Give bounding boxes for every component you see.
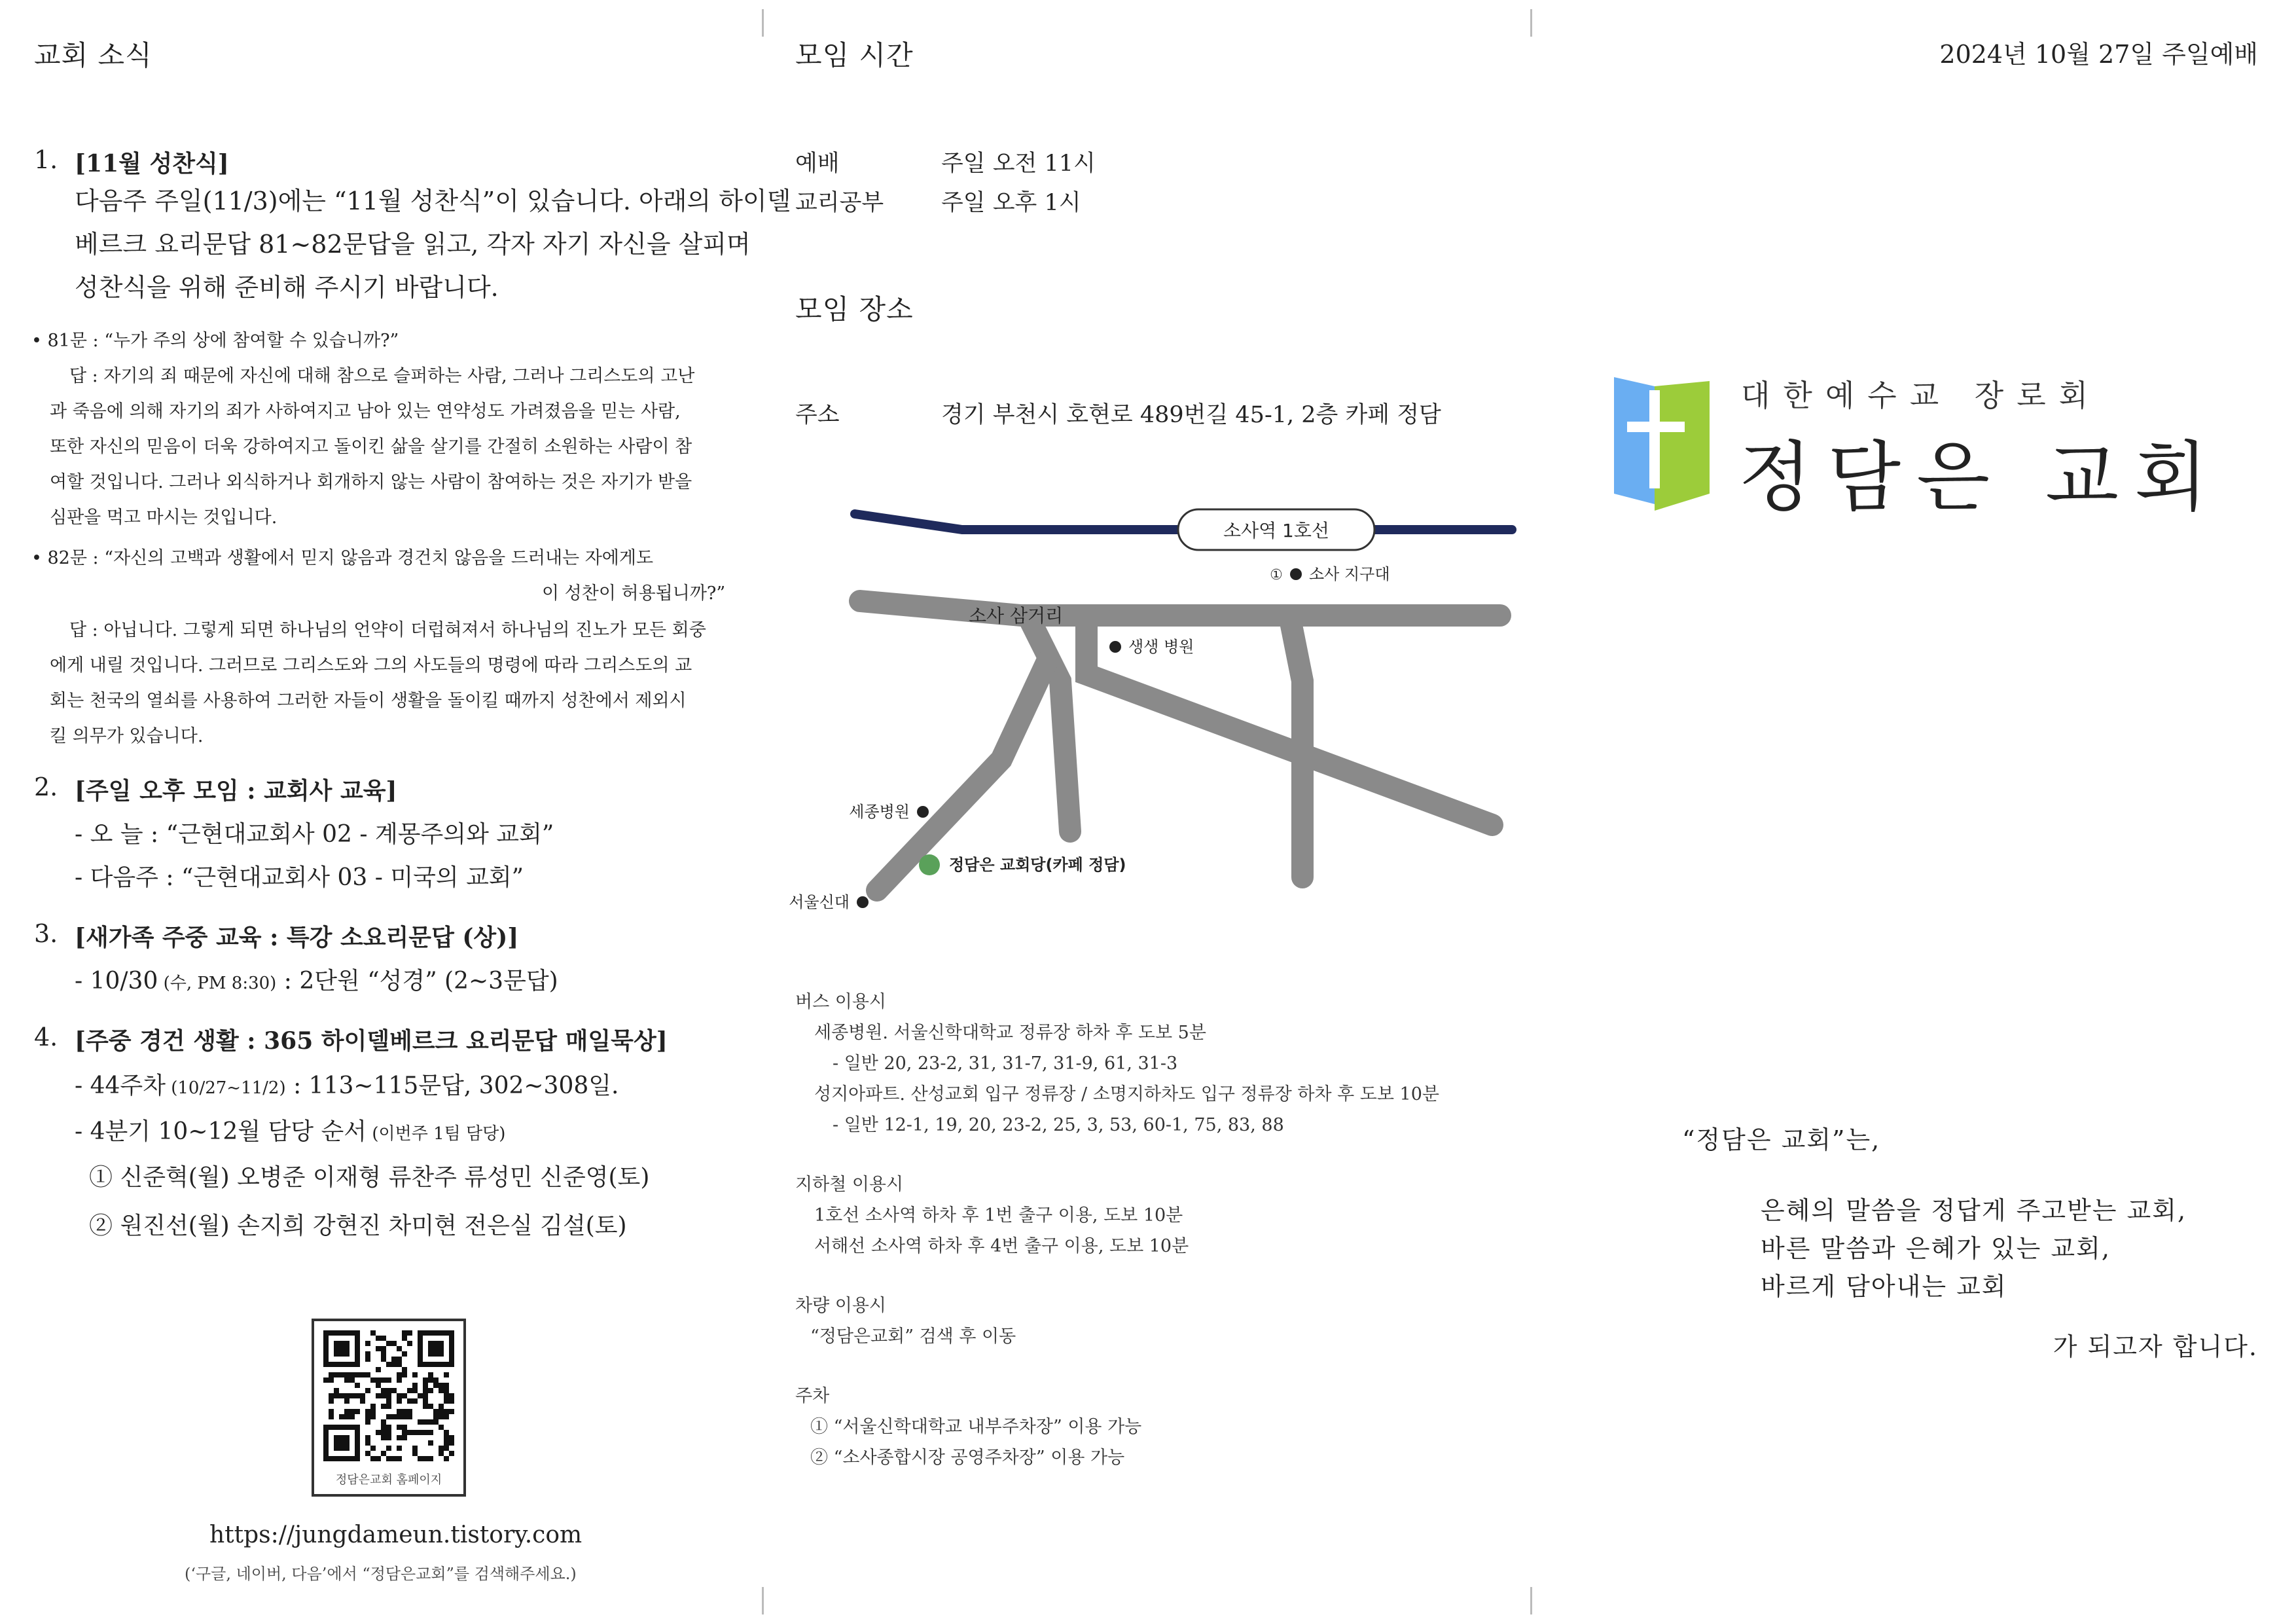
qr-module [355, 1383, 360, 1388]
a82-line-1: 답 : 아닙니다. 그렇게 되면 하나님의 언약이 더럽혀져서 하나님의 진노가 모든 회중 [69, 620, 706, 640]
qr-module [412, 1383, 418, 1388]
qr-module [376, 1336, 381, 1341]
q81-question: • 81문 : “누가 주의 상에 참여할 수 있습니까?” [31, 331, 399, 351]
qr-module [365, 1357, 370, 1362]
police-label: 소사 지구대 [1309, 565, 1390, 583]
qr-module [397, 1435, 402, 1440]
qr-module [329, 1398, 334, 1404]
qr-module [350, 1414, 355, 1419]
parking-title: 주차 [795, 1386, 830, 1406]
qr-module [402, 1425, 407, 1430]
item1-heading: [11월 성찬식] [75, 150, 229, 177]
bus-line-2: - 일반 20, 23-2, 31, 31-7, 31-9, 61, 31-3 [833, 1053, 1178, 1074]
qr-module [433, 1409, 439, 1414]
denomination-name: 대한예수교 장로회 [1741, 378, 2102, 413]
qr-module [428, 1404, 433, 1409]
qr-module [381, 1451, 386, 1456]
qr-module [360, 1393, 365, 1398]
qr-module [391, 1414, 397, 1419]
church-logo-icon [1614, 373, 1712, 515]
qr-module [397, 1425, 402, 1430]
qr-module [391, 1456, 397, 1461]
sejong-label: 세종병원 [849, 803, 910, 821]
item2-line-1: - 오 늘 : “근현대교회사 02 - 계몽주의와 교회” [75, 821, 554, 848]
qr-module [397, 1456, 402, 1461]
qr-module [407, 1330, 412, 1336]
item4-team-1: ① 신준혁(월) 오병준 이재형 류찬주 류성민 신준영(토) [89, 1164, 650, 1191]
qr-module [412, 1372, 418, 1377]
qr-module [386, 1362, 391, 1367]
qr-module [412, 1451, 418, 1456]
car-title: 차량 이용시 [795, 1296, 886, 1316]
church-location-label: 정담은 교회당(카페 정담) [949, 856, 1126, 874]
item3-detail: : 2단원 “성경” (2~3문답) [276, 968, 558, 994]
qr-module [370, 1409, 376, 1414]
motto-heading: “정담은 교회”는, [1682, 1125, 1881, 1154]
qr-module [418, 1456, 423, 1461]
qr-module [381, 1388, 386, 1393]
qr-module [423, 1383, 428, 1388]
qr-module [428, 1419, 433, 1425]
church-location-dot [919, 854, 940, 875]
homepage-url[interactable]: https://jungdameun.tistory.com [209, 1522, 583, 1548]
qr-module [423, 1393, 428, 1398]
qr-module [444, 1414, 449, 1419]
road-east [1289, 615, 1302, 877]
church-news-title: 교회 소식 [34, 39, 152, 71]
qr-module [376, 1393, 381, 1398]
q82-question-2: 이 성찬이 허용됩니까?” [542, 583, 726, 604]
subway-line-2: 서해선 소사역 하차 후 4번 출구 이용, 도보 10분 [814, 1236, 1189, 1256]
qr-module [397, 1372, 402, 1377]
qr-module [370, 1377, 376, 1383]
qr-module [365, 1351, 370, 1357]
item4-quarter: - 4분기 10~12월 담당 순서 [75, 1118, 367, 1145]
qr-module [433, 1414, 439, 1419]
subway-line-1: 1호선 소사역 하차 후 1번 출구 이용, 도보 10분 [814, 1205, 1183, 1226]
qr-module [376, 1456, 381, 1461]
qr-module [428, 1430, 433, 1435]
qr-module [402, 1336, 407, 1341]
qr-module [402, 1372, 407, 1377]
qr-module [365, 1372, 370, 1377]
qr-module [397, 1398, 402, 1404]
qr-module [376, 1430, 381, 1435]
bus-line-3: 성지아파트. 산성교회 입구 정류장 / 소명지하차도 입구 정류장 하차 후 도보 10분 [814, 1084, 1439, 1104]
qr-module [444, 1393, 449, 1398]
qr-module [370, 1456, 376, 1461]
qr-module [329, 1377, 334, 1383]
qr-module [402, 1367, 407, 1372]
a81-line-5: 심판을 먹고 마시는 것입니다. [50, 507, 278, 528]
qr-module [344, 1409, 350, 1414]
qr-module [344, 1377, 350, 1383]
qr-module [444, 1409, 449, 1414]
item4-number: 4. [34, 1023, 58, 1051]
qr-module [344, 1372, 350, 1377]
qr-module [386, 1404, 391, 1409]
qr-module [418, 1430, 423, 1435]
item1-line-3: 성찬식을 위해 준비해 주시기 바랍니다. [75, 273, 499, 302]
item3-number: 3. [34, 919, 58, 948]
qr-module [412, 1446, 418, 1451]
logo-cross-horizontal [1627, 422, 1685, 432]
item4-team-2: ② 원진선(월) 손지희 강현진 차미현 전은실 김설(토) [89, 1213, 627, 1239]
qr-module [423, 1419, 428, 1425]
qr-module [444, 1435, 449, 1440]
qr-module [407, 1388, 412, 1393]
qr-module [391, 1388, 397, 1393]
qr-module [397, 1414, 402, 1419]
intersection-label: 소사 삼거리 [969, 605, 1064, 627]
item2-line-2: - 다음주 : “근현대교회사 03 - 미국의 교회” [75, 864, 524, 891]
qr-caption: 정담은교회 홈페이지 [335, 1473, 442, 1487]
item4-quarter-note: (이번주 1팀 담당) [367, 1124, 506, 1144]
qr-module [412, 1398, 418, 1404]
car-line-1: “정담은교회” 검색 후 이동 [810, 1326, 1016, 1347]
fold-mark-bottom-left [762, 1587, 764, 1614]
qr-module [449, 1398, 454, 1404]
qr-module [402, 1414, 407, 1419]
qr-module [433, 1419, 439, 1425]
qr-module [449, 1435, 454, 1440]
fold-mark-bottom-right [1530, 1587, 1532, 1614]
search-note: (‘구글, 네이버, 다음’에서 “정담은교회”를 검색해주세요.) [185, 1565, 577, 1583]
subway-title: 지하철 이용시 [795, 1175, 904, 1195]
item4-week-range: (10/27~11/2) [165, 1078, 286, 1098]
qr-module [329, 1393, 334, 1398]
seminary-dot [857, 896, 869, 908]
qr-module [339, 1393, 344, 1398]
qr-module [344, 1414, 350, 1419]
qr-module [444, 1440, 449, 1446]
qr-module [423, 1456, 428, 1461]
qr-module [365, 1440, 370, 1446]
qr-module [376, 1367, 381, 1372]
qr-module [428, 1440, 433, 1446]
qr-module [449, 1451, 454, 1456]
sejong-dot [917, 806, 929, 818]
qr-module [397, 1393, 402, 1398]
qr-module [418, 1393, 423, 1398]
qr-module [386, 1377, 391, 1383]
qr-module [391, 1341, 397, 1346]
q82-question-1: • 82문 : “자신의 고백과 생활에서 믿지 않음과 경건치 않음을 드러내는 자에게도 [31, 548, 654, 568]
qr-module [355, 1409, 360, 1414]
qr-module [350, 1409, 355, 1414]
qr-module [344, 1393, 350, 1398]
item3-line [75, 962, 558, 996]
parking-line-1: ① “서울신학대학교 내부주차장” 이용 가능 [810, 1417, 1142, 1437]
logo-cross-vertical [1649, 390, 1660, 488]
qr-module [365, 1414, 370, 1419]
qr-module [397, 1362, 402, 1367]
qr-module [407, 1341, 412, 1346]
qr-module [381, 1435, 386, 1440]
qr-module [423, 1398, 428, 1404]
hospital-dot [1109, 641, 1121, 653]
qr-module [381, 1377, 386, 1383]
qr-module [344, 1398, 350, 1404]
qr-module [391, 1362, 397, 1367]
bus-line-1: 세종병원. 서울신학대학교 정류장 하차 후 도보 5분 [814, 1023, 1206, 1043]
qr-module [418, 1419, 423, 1425]
motto-line-1: 은혜의 말씀을 정답게 주고받는 교회, [1761, 1196, 2187, 1225]
qr-module [433, 1383, 439, 1388]
qr-module [365, 1409, 370, 1414]
qr-module [407, 1409, 412, 1414]
qr-module [428, 1456, 433, 1461]
address-label: 주소 [795, 402, 840, 428]
qr-module [376, 1377, 381, 1383]
road-center [1028, 615, 1070, 831]
item1-line-1: 다음주 주일(11/3)에는 “11월 성찬식”이 있습니다. 아래의 하이델 [75, 187, 791, 215]
qr-module [334, 1388, 339, 1393]
qr-module [439, 1446, 444, 1451]
qr-module [339, 1414, 344, 1419]
item1-number: 1. [34, 145, 58, 174]
qr-module [360, 1398, 365, 1404]
qr-module [439, 1404, 444, 1409]
qr-module [365, 1451, 370, 1456]
parking-line-2: ② “소사종합시장 공영주차장” 이용 가능 [810, 1448, 1125, 1468]
qr-module [423, 1377, 428, 1383]
qr-module [397, 1446, 402, 1451]
qr-module [381, 1357, 386, 1362]
police-dot [1290, 568, 1302, 580]
qr-module [407, 1398, 412, 1404]
a81-line-4: 여할 것입니다. 그러나 외식하거나 회개하지 않는 사람이 참여하는 것은 자기가 받을 [50, 472, 692, 492]
qr-module [423, 1430, 428, 1435]
a81-line-2: 과 죽음에 의해 자기의 죄가 사하여지고 남아 있는 연약성도 가려졌음을 믿는 사람, [50, 401, 681, 422]
qr-module [370, 1404, 376, 1409]
qr-module [381, 1336, 386, 1341]
location-map [789, 484, 1532, 917]
qr-module [402, 1435, 407, 1440]
motto-line-3: 바르게 담아내는 교회 [1761, 1272, 2007, 1301]
qr-module [339, 1372, 344, 1377]
qr-module [444, 1383, 449, 1388]
seminary-label: 서울신대 [789, 893, 850, 911]
a82-line-2: 에게 내릴 것입니다. 그러므로 그리스도와 그의 사도들의 명령에 따라 그리스도의 교 [50, 655, 692, 676]
a82-line-3: 회는 천국의 열쇠를 사용하여 그러한 자들이 생활을 돌이킬 때까지 성찬에서 제외시 [50, 691, 687, 711]
qr-module [355, 1372, 360, 1377]
qr-module [365, 1435, 370, 1440]
qr-module [428, 1372, 433, 1377]
qr-module [376, 1383, 381, 1388]
qr-module [439, 1414, 444, 1419]
qr-module [334, 1372, 339, 1377]
qr-module [402, 1430, 407, 1435]
qr-module [423, 1388, 428, 1393]
qr-module [365, 1388, 370, 1393]
qr-module [391, 1357, 397, 1362]
qr-module [370, 1446, 376, 1451]
qr-pattern [323, 1330, 454, 1461]
qr-module [402, 1409, 407, 1414]
qr-module [439, 1409, 444, 1414]
qr-module [449, 1440, 454, 1446]
qr-module [407, 1414, 412, 1419]
qr-module [386, 1446, 391, 1451]
qr-module [381, 1425, 386, 1430]
meeting-time-title: 모임 시간 [795, 39, 914, 71]
qr-module [350, 1377, 355, 1383]
logo-blue-panel [1614, 377, 1655, 504]
item4-heading: [주중 경건 생활 : 365 하이델베르크 요리문답 매일묵상] [75, 1027, 668, 1055]
item1-line-2: 베르크 요리문답 81~82문답을 읽고, 각자 자기 자신을 살피며 [75, 230, 751, 259]
a82-line-4: 킬 의무가 있습니다. [50, 726, 204, 746]
qr-module [381, 1393, 386, 1398]
fold-mark-top-left [762, 9, 764, 37]
qr-module [350, 1393, 355, 1398]
qr-module [323, 1377, 329, 1383]
qr-module [360, 1372, 365, 1377]
qr-module [386, 1456, 391, 1461]
item3-heading: [새가족 주중 교육 : 특강 소요리문답 (상)] [75, 924, 519, 951]
qr-module [444, 1388, 449, 1393]
doctrine-time: 주일 오후 1시 [941, 190, 1081, 216]
item2-heading: [주일 오후 모임 : 교회사 교육] [75, 777, 397, 805]
fold-mark-top-right [1530, 9, 1532, 37]
qr-module [386, 1341, 391, 1346]
qr-module [386, 1430, 391, 1435]
worship-label: 예배 [795, 151, 840, 177]
qr-module [402, 1351, 407, 1357]
qr-module [381, 1351, 386, 1357]
qr-module [444, 1372, 449, 1377]
qr-module [397, 1346, 402, 1351]
qr-module [386, 1435, 391, 1440]
exit-number: ① [1270, 567, 1283, 583]
qr-module [365, 1419, 370, 1425]
qr-module [376, 1346, 381, 1351]
qr-module [428, 1388, 433, 1393]
qr-module [386, 1393, 391, 1398]
qr-module [449, 1409, 454, 1414]
qr-module [381, 1404, 386, 1409]
qr-module [386, 1425, 391, 1430]
qr-module [439, 1383, 444, 1388]
qr-module [386, 1398, 391, 1404]
item3-date: - 10/30 [75, 968, 158, 994]
qr-module [381, 1346, 386, 1351]
qr-module [444, 1446, 449, 1451]
qr-module [449, 1393, 454, 1398]
qr-module [386, 1388, 391, 1393]
qr-module [334, 1393, 339, 1398]
qr-module [407, 1430, 412, 1435]
bus-title: 버스 이용시 [795, 992, 886, 1012]
qr-module [381, 1419, 386, 1425]
worship-time: 주일 오전 11시 [941, 151, 1096, 177]
qr-module [329, 1414, 334, 1419]
qr-module [439, 1425, 444, 1430]
item4-week-detail: : 113~115문답, 302~308일. [285, 1072, 619, 1099]
qr-module [355, 1393, 360, 1398]
address-value: 경기 부천시 호현로 489번길 45-1, 2층 카페 정담 [941, 402, 1441, 428]
motto-tail: 가 되고자 합니다. [2053, 1332, 2258, 1361]
qr-module [428, 1377, 433, 1383]
qr-module [370, 1330, 376, 1336]
qr-module [386, 1414, 391, 1419]
main-road [860, 601, 1500, 615]
hospital-label: 생생 병원 [1128, 638, 1194, 656]
qr-module [444, 1456, 449, 1461]
qr-code[interactable] [312, 1319, 466, 1497]
qr-module [444, 1430, 449, 1435]
qr-module [397, 1409, 402, 1414]
bus-line-4: - 일반 12-1, 19, 20, 23-2, 25, 3, 53, 60-1, 75, 83, 88 [833, 1115, 1284, 1135]
item4-week: - 44주차 [75, 1072, 166, 1099]
qr-module [423, 1404, 428, 1409]
qr-module [329, 1372, 334, 1377]
a81-line-3: 또한 자신의 믿음이 더욱 강하여지고 돌이킨 삶을 살기를 간절히 소원하는 사람이 참 [50, 437, 692, 457]
doctrine-label: 교리공부 [795, 190, 884, 216]
service-date: 2024년 10월 27일 주일예배 [1939, 40, 2258, 69]
item4-line-2 [75, 1113, 505, 1146]
qr-module [402, 1393, 407, 1398]
qr-module [397, 1377, 402, 1383]
qr-module [412, 1388, 418, 1393]
qr-module [433, 1377, 439, 1383]
qr-module [350, 1372, 355, 1377]
logo-green-panel [1655, 381, 1710, 511]
qr-module [370, 1414, 376, 1419]
a81-line-1: 답 : 자기의 죄 때문에 자신에 대해 참으로 슬퍼하는 사람, 그러나 그리스도의 고난 [69, 366, 695, 386]
qr-module [444, 1398, 449, 1404]
qr-module [397, 1357, 402, 1362]
qr-module [439, 1451, 444, 1456]
qr-module [365, 1341, 370, 1346]
qr-module [412, 1430, 418, 1435]
qr-module [381, 1430, 386, 1435]
qr-module [329, 1409, 334, 1414]
item3-time: (수, PM 8:30) [158, 974, 277, 993]
qr-module [439, 1388, 444, 1393]
item4-line-1 [75, 1067, 619, 1101]
meeting-place-title: 모임 장소 [795, 293, 914, 325]
qr-module [402, 1330, 407, 1336]
motto-line-2: 바른 말씀과 은혜가 있는 교회, [1761, 1234, 2111, 1263]
church-name: 정담은 교회 [1738, 433, 2224, 522]
item2-number: 2. [34, 773, 58, 801]
station-label: 소사역 1호선 [1223, 520, 1329, 541]
